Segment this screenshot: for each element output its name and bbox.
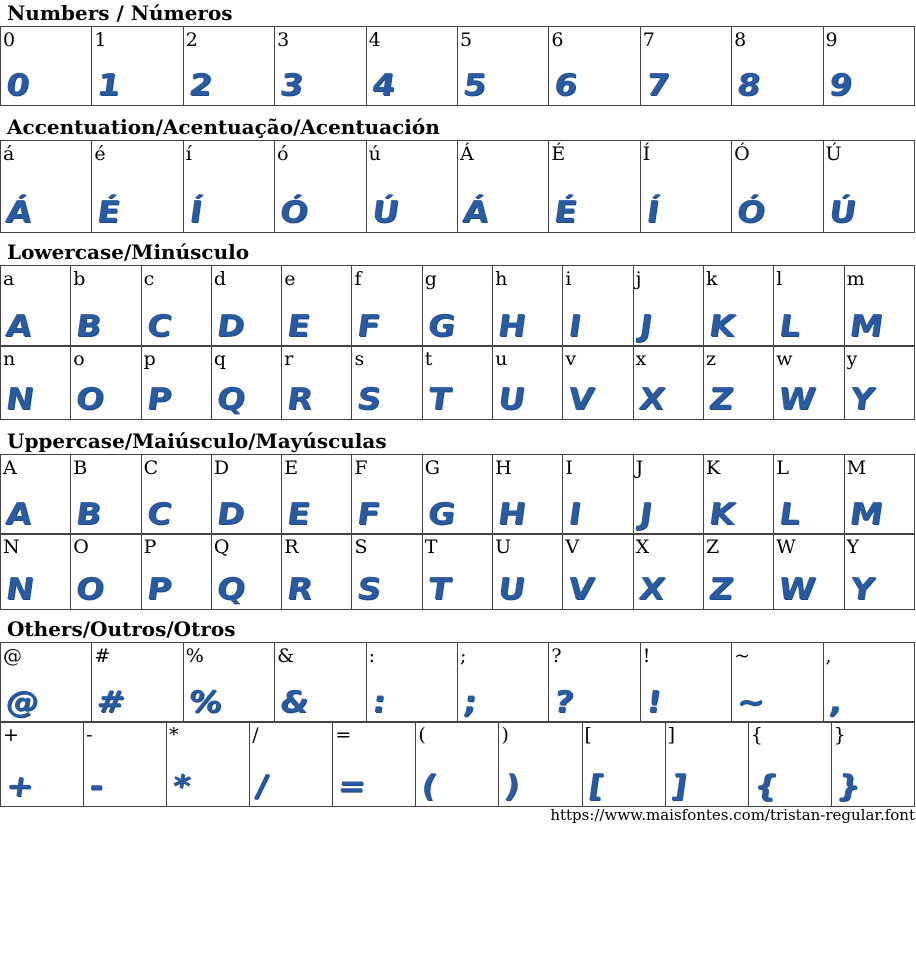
character-label: l [776, 268, 783, 290]
character-label: { [750, 724, 763, 746]
glyph-sample: % [185, 685, 223, 720]
character-label: ( [418, 724, 426, 746]
character-label: M [846, 457, 867, 479]
glyph-sample: Y [847, 572, 875, 607]
glyph-sample: Ó [277, 195, 310, 230]
glyph-sample: X [636, 382, 666, 417]
character-label: É [551, 143, 566, 165]
glyph-cell [183, 27, 274, 106]
character-label: ; [459, 645, 467, 667]
glyph-sample: L [776, 497, 802, 532]
character-label: ) [501, 724, 509, 746]
section-title: Numbers / Números [7, 1, 233, 25]
glyph-grid-row [0, 533, 915, 610]
glyph-cell [366, 643, 457, 723]
glyph-cell [831, 722, 914, 807]
glyph-sample: @ [3, 685, 40, 720]
glyph-sample: J [636, 497, 653, 532]
character-label: u [495, 348, 508, 370]
character-label: s [354, 348, 365, 370]
glyph-sample: , [826, 685, 843, 720]
character-label: d [213, 268, 227, 290]
character-label: K [705, 457, 721, 479]
glyph-cell [250, 722, 333, 807]
character-label: Í [642, 143, 651, 165]
glyph-cell [422, 534, 492, 610]
character-label: D [213, 457, 230, 479]
glyph-sample: E [284, 497, 312, 532]
character-label: ~ [734, 645, 751, 667]
glyph-cell [493, 534, 563, 610]
glyph-cell [665, 722, 748, 807]
character-label: t [424, 348, 433, 370]
glyph-sample: J [636, 309, 653, 344]
character-label: ú [368, 143, 381, 165]
glyph-cell [84, 722, 167, 807]
glyph-sample: + [3, 769, 35, 804]
glyph-cell [275, 643, 366, 723]
glyph-sample: N [3, 572, 35, 607]
character-label: F [354, 457, 368, 479]
glyph-sample: & [277, 685, 311, 720]
glyph-sample: } [834, 769, 862, 804]
character-label: : [368, 645, 375, 667]
glyph-sample: Y [847, 382, 875, 417]
glyph-cell [275, 27, 366, 106]
glyph-cell [1, 643, 92, 723]
glyph-cell [493, 346, 563, 420]
glyph-sample: O [73, 572, 106, 607]
glyph-sample: 6 [551, 68, 579, 103]
character-label: I [565, 457, 573, 479]
character-label: c [143, 268, 155, 290]
glyph-sample: * [170, 769, 192, 804]
glyph-sample: É [551, 195, 579, 230]
glyph-sample: G [425, 497, 457, 532]
character-label: C [143, 457, 159, 479]
glyph-cell [1, 455, 71, 535]
character-label: Ó [734, 143, 750, 165]
glyph-cell [844, 534, 914, 610]
glyph-cell [563, 534, 633, 610]
character-label: 6 [551, 29, 564, 51]
character-label: # [94, 645, 111, 667]
glyph-cell [352, 534, 422, 610]
glyph-cell [823, 141, 914, 233]
glyph-cell [774, 266, 844, 347]
glyph-cell [457, 27, 548, 106]
glyph-cell [563, 346, 633, 420]
glyph-sample: N [3, 382, 35, 417]
glyph-sample: ) [502, 769, 522, 804]
glyph-cell [844, 346, 914, 420]
glyph-cell [549, 141, 640, 233]
glyph-sample: P [144, 572, 173, 607]
glyph-cell [71, 534, 141, 610]
glyph-cell [183, 643, 274, 723]
character-label: ] [667, 724, 676, 746]
glyph-sample: Á [3, 195, 33, 230]
glyph-sample: V [565, 382, 596, 417]
glyph-sample: D [214, 309, 246, 344]
glyph-cell [1, 27, 92, 106]
character-label: 1 [94, 29, 107, 51]
character-label: 4 [368, 29, 381, 51]
glyph-sample: [ [585, 769, 605, 804]
glyph-cell [366, 141, 457, 233]
character-label: v [565, 348, 577, 370]
source-link[interactable]: https://www.maisfontes.com/tristan-regular.font [550, 806, 915, 824]
glyph-sample: E [284, 309, 312, 344]
glyph-cell [167, 722, 250, 807]
glyph-sample: Ú [825, 195, 857, 230]
glyph-cell [640, 141, 731, 233]
character-label: ! [642, 645, 651, 667]
character-label: Q [213, 536, 230, 558]
glyph-cell [183, 141, 274, 233]
glyph-cell [1, 722, 84, 807]
glyph-sample: # [94, 685, 127, 720]
character-label: / [252, 724, 259, 746]
glyph-cell [457, 643, 548, 723]
glyph-sample: C [144, 309, 173, 344]
glyph-cell [141, 455, 211, 535]
character-label: r [284, 348, 294, 370]
character-label: E [284, 457, 299, 479]
glyph-sample: / [253, 769, 270, 804]
glyph-cell [282, 455, 352, 535]
character-label: á [3, 143, 15, 165]
glyph-sample: A [3, 309, 33, 344]
glyph-sample: O [73, 382, 106, 417]
character-label: , [825, 645, 832, 667]
glyph-cell [774, 534, 844, 610]
glyph-cell [141, 534, 211, 610]
glyph-sample: Q [214, 382, 247, 417]
glyph-cell [844, 455, 914, 535]
character-label: w [776, 348, 793, 370]
glyph-cell [282, 534, 352, 610]
character-label: Y [846, 536, 860, 558]
glyph-cell [333, 722, 416, 807]
glyph-sample: ~ [734, 685, 767, 720]
glyph-cell [92, 141, 183, 233]
glyph-sample: = [335, 769, 368, 804]
glyph-cell [563, 266, 633, 347]
glyph-grid-row [0, 265, 915, 347]
glyph-sample: U [495, 382, 527, 417]
glyph-cell [774, 455, 844, 535]
glyph-sample: 4 [369, 68, 396, 103]
glyph-cell [844, 266, 914, 347]
character-label: í [185, 143, 192, 165]
glyph-sample: Í [643, 195, 660, 230]
glyph-cell [774, 346, 844, 420]
character-label: H [495, 457, 512, 479]
glyph-sample: 3 [277, 68, 305, 103]
glyph-cell [416, 722, 499, 807]
glyph-sample: M [846, 309, 884, 344]
glyph-sample: H [495, 309, 527, 344]
glyph-cell [211, 455, 281, 535]
glyph-cell [422, 346, 492, 420]
glyph-grid-row [0, 454, 915, 535]
character-label: J [635, 457, 644, 479]
glyph-cell [71, 455, 141, 535]
glyph-cell [141, 346, 211, 420]
glyph-sample: 2 [186, 68, 214, 103]
character-label: ó [277, 143, 289, 165]
glyph-sample: X [636, 572, 666, 607]
character-label: + [3, 724, 19, 746]
character-label: [ [584, 724, 592, 746]
character-label: p [143, 348, 156, 370]
character-label: N [3, 536, 20, 558]
character-label: Ú [825, 143, 842, 165]
character-label: ? [551, 645, 562, 667]
character-label: b [73, 268, 86, 290]
glyph-sample: W [776, 572, 817, 607]
character-label: Z [705, 536, 720, 558]
glyph-sample: Í [186, 195, 203, 230]
glyph-cell [211, 266, 281, 347]
glyph-cell [352, 266, 422, 347]
glyph-cell [732, 643, 823, 723]
glyph-sample: I [566, 497, 583, 532]
glyph-cell [748, 722, 831, 807]
glyph-cell [92, 27, 183, 106]
glyph-sample: Ó [734, 195, 767, 230]
glyph-sample: 8 [734, 68, 762, 103]
character-label: U [495, 536, 512, 558]
glyph-sample: ? [552, 685, 576, 720]
glyph-sample: K [706, 309, 736, 344]
glyph-cell [823, 27, 914, 106]
glyph-sample: U [495, 572, 527, 607]
glyph-cell [703, 346, 773, 420]
character-label: x [635, 348, 647, 370]
character-label: j [635, 268, 642, 290]
glyph-cell [633, 534, 703, 610]
glyph-sample: Q [214, 572, 247, 607]
glyph-cell [823, 643, 914, 723]
glyph-sample: G [425, 309, 457, 344]
section-title: Uppercase/Maiúsculo/Mayúsculas [7, 429, 387, 453]
glyph-cell [563, 455, 633, 535]
character-label: V [565, 536, 580, 558]
glyph-grid-row [0, 345, 915, 420]
section-title: Lowercase/Minúsculo [7, 240, 250, 264]
character-label: X [635, 536, 650, 558]
glyph-grid-row [0, 642, 915, 723]
glyph-sample: D [214, 497, 246, 532]
glyph-cell [366, 27, 457, 106]
glyph-sample: ] [668, 769, 688, 804]
character-label: Á [459, 143, 474, 165]
glyph-sample: 9 [826, 68, 853, 103]
character-label: @ [3, 645, 22, 667]
section-title: Accentuation/Acentuação/Acentuación [7, 115, 440, 139]
character-label: 8 [734, 29, 747, 51]
glyph-sample: : [369, 685, 387, 720]
character-label: T [424, 536, 438, 558]
character-label: G [424, 457, 440, 479]
glyph-sample: 7 [643, 68, 671, 103]
glyph-sample: { [751, 769, 779, 804]
character-label: W [776, 536, 796, 558]
glyph-cell [633, 346, 703, 420]
character-label: B [73, 457, 88, 479]
glyph-cell [640, 643, 731, 723]
glyph-sample: F [355, 497, 382, 532]
glyph-cell [493, 266, 563, 347]
glyph-cell [549, 27, 640, 106]
glyph-grid-row [0, 721, 915, 807]
glyph-cell [1, 141, 92, 233]
glyph-sample: S [355, 382, 383, 417]
character-label: R [284, 536, 299, 558]
character-label: % [185, 645, 204, 667]
glyph-sample: B [73, 497, 103, 532]
glyph-sample: H [495, 497, 527, 532]
glyph-cell [457, 141, 548, 233]
glyph-sample: P [144, 382, 173, 417]
section-title: Others/Outros/Otros [7, 617, 236, 641]
character-label: a [3, 268, 15, 290]
glyph-sample: T [425, 382, 452, 417]
character-label: q [213, 348, 227, 370]
character-label: O [73, 536, 89, 558]
character-label: f [354, 268, 362, 290]
character-label: L [776, 457, 789, 479]
character-label: g [424, 268, 437, 290]
glyph-sample: 5 [460, 68, 488, 103]
glyph-sample: B [73, 309, 103, 344]
glyph-cell [703, 455, 773, 535]
character-label: A [3, 457, 17, 479]
glyph-cell [549, 643, 640, 723]
character-label: * [169, 724, 179, 746]
glyph-cell [71, 266, 141, 347]
glyph-sample: R [284, 382, 314, 417]
glyph-cell [633, 455, 703, 535]
glyph-cell [211, 346, 281, 420]
glyph-cell [732, 27, 823, 106]
character-label: 3 [277, 29, 290, 51]
character-label: m [846, 268, 865, 290]
glyph-sample: S [355, 572, 383, 607]
character-label: 5 [459, 29, 473, 51]
glyph-cell [71, 346, 141, 420]
glyph-cell [499, 722, 582, 807]
glyph-sample: ! [643, 685, 663, 720]
character-label: k [705, 268, 718, 290]
glyph-sample: Ú [369, 195, 400, 230]
glyph-sample: A [3, 497, 33, 532]
glyph-cell [732, 141, 823, 233]
glyph-cell [282, 266, 352, 347]
glyph-sample: - [87, 769, 105, 804]
glyph-cell [703, 266, 773, 347]
glyph-cell [703, 534, 773, 610]
glyph-cell [493, 455, 563, 535]
glyph-sample: W [776, 382, 817, 417]
glyph-sample: 0 [3, 68, 31, 103]
character-label: o [73, 348, 85, 370]
glyph-sample: ( [419, 769, 439, 804]
glyph-cell [211, 534, 281, 610]
character-label: 0 [3, 29, 16, 51]
character-label: 9 [825, 29, 838, 51]
character-label: P [143, 536, 157, 558]
character-label: = [335, 724, 352, 746]
character-label: e [284, 268, 296, 290]
glyph-sample: É [95, 195, 122, 230]
glyph-sample: F [355, 309, 382, 344]
glyph-cell [1, 534, 71, 610]
glyph-cell [275, 141, 366, 233]
glyph-sample: Z [706, 382, 735, 417]
glyph-sample: K [706, 497, 736, 532]
glyph-cell [422, 266, 492, 347]
glyph-sample: M [846, 497, 884, 532]
glyph-cell [352, 346, 422, 420]
character-label: 7 [642, 29, 655, 51]
character-label: 2 [185, 29, 198, 51]
glyph-sample: C [144, 497, 173, 532]
glyph-sample: Z [706, 572, 735, 607]
glyph-cell [1, 346, 71, 420]
glyph-cell [92, 643, 183, 723]
glyph-sample: T [425, 572, 452, 607]
character-label: y [846, 348, 858, 370]
glyph-sample: V [565, 572, 596, 607]
glyph-cell [141, 266, 211, 347]
glyph-sample: 1 [95, 68, 122, 103]
glyph-sample: R [284, 572, 314, 607]
glyph-cell [422, 455, 492, 535]
character-label: n [3, 348, 16, 370]
character-label: } [833, 724, 846, 746]
character-label: h [495, 268, 508, 290]
glyph-cell [640, 27, 731, 106]
character-label: i [565, 268, 572, 290]
glyph-cell [282, 346, 352, 420]
character-label: é [94, 143, 106, 165]
character-label: z [705, 348, 716, 370]
glyph-sample: ; [461, 685, 479, 720]
glyph-cell [633, 266, 703, 347]
character-label: - [86, 724, 93, 746]
glyph-cell [352, 455, 422, 535]
glyph-grid-row [0, 26, 915, 106]
glyph-grid-row [0, 140, 915, 233]
character-label: & [277, 645, 295, 667]
glyph-sample: Á [460, 195, 490, 230]
glyph-sample: L [776, 309, 802, 344]
glyph-cell [1, 266, 71, 347]
glyph-cell [582, 722, 665, 807]
character-label: S [354, 536, 368, 558]
glyph-sample: I [566, 309, 583, 344]
